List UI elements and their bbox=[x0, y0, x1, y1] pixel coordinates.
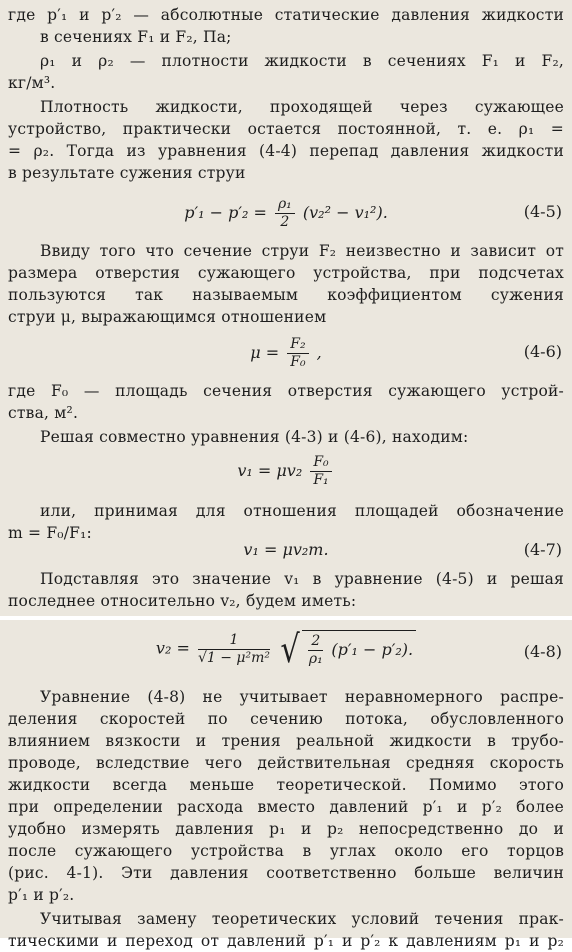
text-line: последнее относительно v₂, будем иметь: bbox=[8, 592, 357, 610]
text-line: = ρ₂. Тогда из уравнения (4-4) перепад давления жидкости bbox=[8, 142, 564, 160]
equation-rhs: (v₂² − v₁²). bbox=[302, 203, 388, 222]
equation-lhs: v₂ = bbox=[155, 638, 190, 658]
text-line: Учитывая замену теоретических условий течения прак- bbox=[40, 910, 564, 928]
fraction-numerator: ρ₁ bbox=[275, 196, 295, 214]
equation-lhs: v₁ = μv₂ bbox=[237, 461, 303, 480]
text-line: где p′₁ и p′₂ — абсолютные статические давления жидкости bbox=[8, 6, 564, 24]
text-line: размера отверстия сужающего устройства, при подсчетах bbox=[8, 264, 564, 282]
text-line: Плотность жидкости, проходящей через сужающее bbox=[40, 98, 564, 116]
text-line: Уравнение (4-8) не учитывает неравномерного распре- bbox=[40, 688, 564, 706]
text-line: при определении расхода вместо давлений p′₁ и p′₂ более bbox=[8, 798, 564, 816]
equation-number: (4-7) bbox=[523, 540, 562, 559]
radicand bbox=[302, 630, 416, 668]
equation-4-5 bbox=[8, 190, 564, 234]
text-line: в сечениях F₁ и F₂, Па; bbox=[40, 28, 232, 46]
equation-fraction bbox=[310, 454, 331, 489]
text-line: тическими и переход от давлений p′₁ и p′₂ к давлениям p₁ и p₂ bbox=[8, 932, 564, 950]
equation-fraction bbox=[287, 336, 308, 371]
text-line: кг/м³. bbox=[8, 74, 56, 92]
text-line: удобно измерять давления p₁ и p₂ непосредственно до и bbox=[8, 820, 564, 838]
text-line: после сужающего устройства в углах около его торцов bbox=[8, 842, 564, 860]
equation-number: (4-5) bbox=[523, 202, 562, 221]
text-line: (рис. 4-1). Эти давления соответственно больше величин bbox=[8, 864, 564, 882]
text-line: деления скоростей по сечению потока, обусловленного bbox=[8, 710, 564, 728]
fraction-numerator: 1 bbox=[198, 632, 270, 650]
fraction-denominator: √1 − μ²m² bbox=[197, 649, 271, 666]
text-line: p′₁ и p′₂. bbox=[8, 886, 75, 904]
fraction-denominator: F₁ bbox=[313, 472, 329, 488]
equation-unnumbered bbox=[8, 452, 564, 496]
fraction-numerator: 2 bbox=[308, 633, 323, 651]
fraction-numerator: F₂ bbox=[287, 336, 308, 354]
text-line: Подставляя это значение v₁ в уравнение (4-5) и решая bbox=[40, 570, 564, 588]
square-root-sign: √ bbox=[280, 627, 300, 671]
text-line: проводе, вследствие чего действительная средняя скорость bbox=[8, 754, 564, 772]
text-line: или, принимая для отношения площадей обозначение bbox=[40, 502, 564, 520]
radicand-fraction bbox=[308, 633, 323, 668]
equation-4-8 bbox=[8, 626, 564, 682]
text-line: пользуются так называемым коэффициентом сужения bbox=[8, 286, 564, 304]
equation-4-6 bbox=[8, 332, 564, 376]
equation-fraction bbox=[198, 632, 270, 667]
text-line: m = F₀/F₁: bbox=[8, 524, 92, 542]
equation-lhs: μ = bbox=[250, 343, 280, 362]
text-line: Решая совместно уравнения (4-3) и (4-6), находим: bbox=[40, 428, 469, 446]
text-page-fragment-bottom bbox=[0, 620, 572, 950]
text-line: Ввиду того что сечение струи F₂ неизвестно и зависит от bbox=[40, 242, 564, 260]
equation-body: v₁ = μv₂m. bbox=[243, 540, 329, 559]
text-line: ства, м². bbox=[8, 404, 79, 422]
equation-4-7 bbox=[8, 540, 564, 564]
equation-number: (4-8) bbox=[523, 642, 562, 661]
equation-fraction bbox=[275, 196, 295, 231]
fraction-denominator: F₀ bbox=[290, 354, 306, 370]
text-line: влиянием вязкости и трения реальной жидкости в трубо- bbox=[8, 732, 564, 750]
text-line: устройство, практически остается постоянной, т. е. ρ₁ = bbox=[8, 120, 564, 138]
equation-lhs: p′₁ − p′₂ = bbox=[184, 203, 267, 222]
text-line: в результате сужения струи bbox=[8, 164, 246, 182]
fraction-numerator: F₀ bbox=[310, 454, 331, 472]
fraction-denominator: ρ₁ bbox=[308, 651, 323, 667]
radicand-rhs: (p′₁ − p′₂). bbox=[331, 640, 414, 659]
text-line: где F₀ — площадь сечения отверстия сужающего устрой- bbox=[8, 382, 564, 400]
equation-number: (4-6) bbox=[523, 342, 562, 361]
text-line: ρ₁ и ρ₂ — плотности жидкости в сечениях F₁ и F₂, bbox=[40, 52, 564, 70]
text-line: жидкости всегда меньше теоретической. Помимо этого bbox=[8, 776, 564, 794]
fraction-denominator: 2 bbox=[280, 214, 290, 230]
equation-rhs: , bbox=[316, 343, 322, 362]
text-line: струи μ, выражающимся отношением bbox=[8, 308, 327, 326]
